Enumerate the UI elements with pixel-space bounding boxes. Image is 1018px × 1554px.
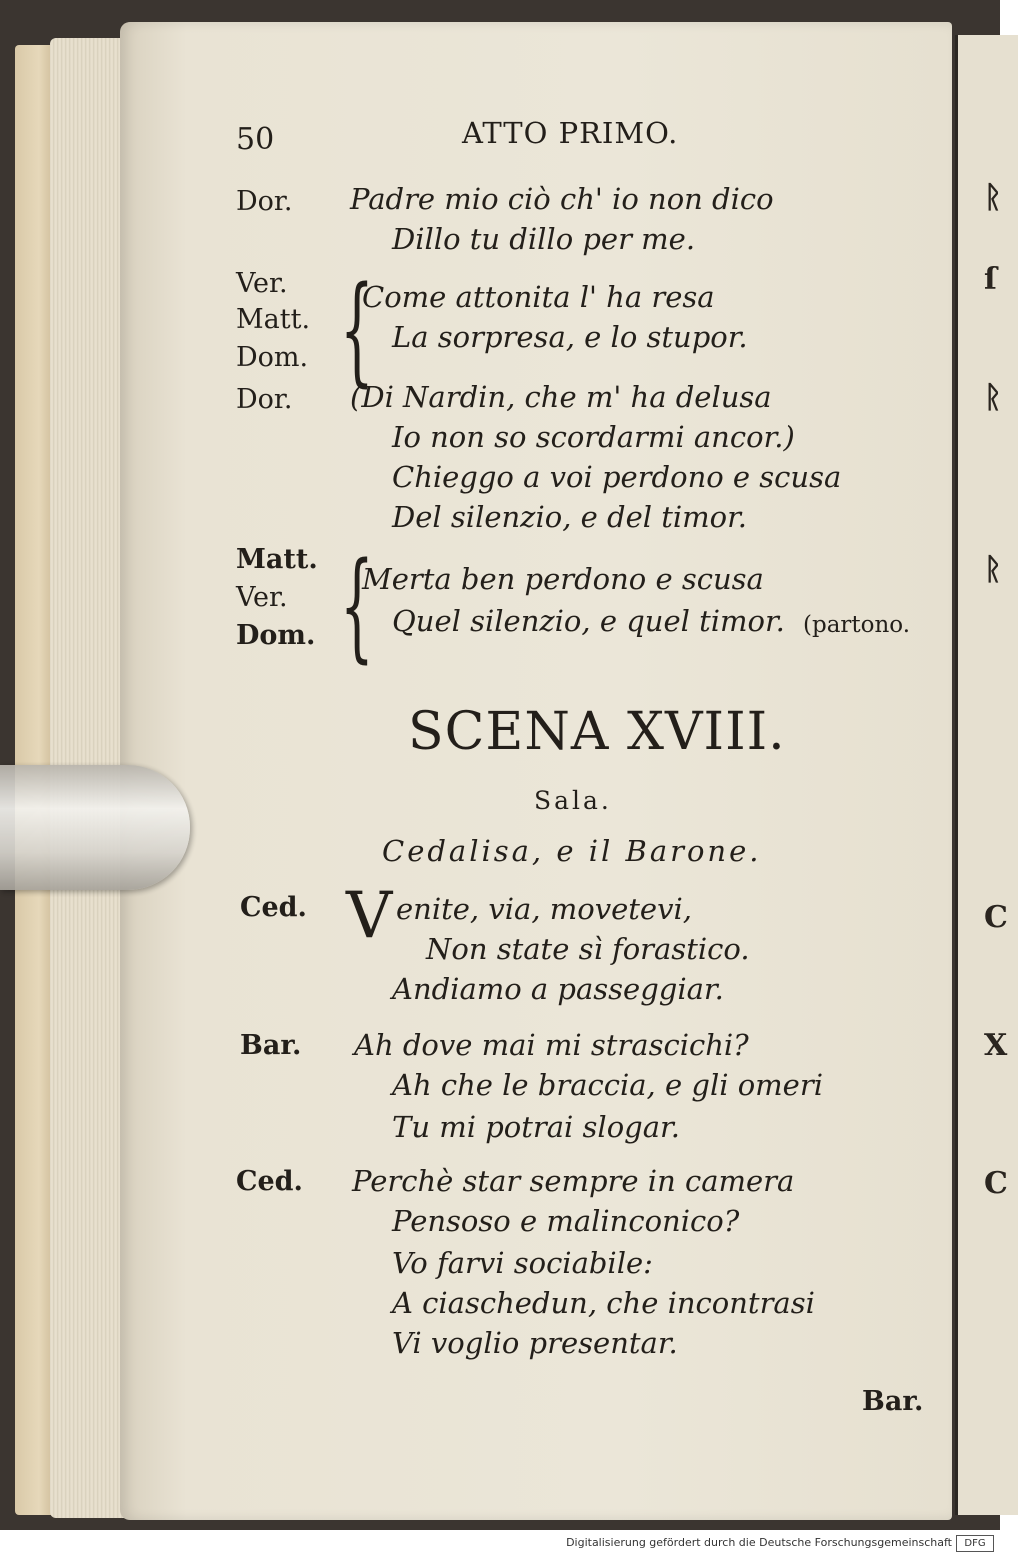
speaker-label: Ver. xyxy=(236,582,288,613)
verse-line: enite, via, movetevi, xyxy=(396,892,692,926)
verse-line: Come attonita l' ha resa xyxy=(362,280,715,314)
stage-direction: (partono. xyxy=(803,612,911,638)
verse-line: Tu mi potrai slogar. xyxy=(392,1110,680,1144)
verse-line: Ah dove mai mi strascichi? xyxy=(354,1028,749,1062)
verse-line: Padre mio ciò ch' io non dico xyxy=(350,182,774,216)
verse-line: Vi voglio presentar. xyxy=(392,1326,678,1360)
speaker-label: Dom. xyxy=(236,342,309,373)
verse-line: Vo farvi sociabile: xyxy=(392,1246,653,1280)
verse-line: La sorpresa, e lo stupor. xyxy=(392,320,748,354)
verse-line: Quel silenzio, e quel timor. xyxy=(392,604,785,638)
footer-credit: Digitalisierung gefördert durch die Deutsche Forschungsgemeinschaft xyxy=(566,1536,952,1549)
drop-capital: V xyxy=(346,879,393,953)
speaker-label: Ver. xyxy=(236,268,288,299)
verse-line: Chieggo a voi perdono e scusa xyxy=(392,460,842,494)
speaker-label: Dom. xyxy=(236,620,316,651)
speaker-label: Ced. xyxy=(236,1166,303,1197)
verse-line: Del silenzio, e del timor. xyxy=(392,500,748,534)
facing-page-glyph: C xyxy=(984,1166,1008,1201)
facing-page-glyph: ſ xyxy=(984,262,997,297)
running-title: ATTO PRIMO. xyxy=(462,116,679,150)
scene-characters: Cedalisa, e il Barone. xyxy=(382,834,762,868)
verse-line: Pensoso e malinconico? xyxy=(392,1204,740,1238)
speaker-label: Dor. xyxy=(236,186,293,217)
verse-line: Andiamo a passeggiar. xyxy=(392,972,724,1006)
verse-line: Non state sì forastico. xyxy=(426,932,750,966)
facing-page-glyph: ᚱ xyxy=(984,380,1002,415)
verse-line: Merta ben perdono e scusa xyxy=(362,562,764,596)
speaker-label: Dor. xyxy=(236,384,293,415)
page-number: 50 xyxy=(236,122,275,157)
grouping-brace: { xyxy=(340,536,374,674)
verse-line: Perchè star sempre in camera xyxy=(352,1164,795,1198)
facing-page-glyph: X xyxy=(984,1028,1008,1063)
speaker-label: Ced. xyxy=(240,892,307,923)
catchword: Bar. xyxy=(862,1386,924,1417)
verse-line: Dillo tu dillo per me. xyxy=(392,222,696,256)
facing-page-glyph: ᚱ xyxy=(984,552,1002,587)
dfg-logo: DFG xyxy=(956,1535,994,1552)
page-clip xyxy=(0,765,190,890)
facing-page-glyph: C xyxy=(984,900,1008,935)
verse-line: (Di Nardin, che m' ha delusa xyxy=(350,380,772,414)
speaker-label: Matt. xyxy=(236,544,318,575)
scene-setting: Sala. xyxy=(534,786,612,815)
verse-line: A ciaschedun, che incontrasi xyxy=(392,1286,815,1320)
facing-page-edge xyxy=(955,35,1018,1515)
speaker-label: Matt. xyxy=(236,304,311,335)
facing-page-glyph: ᚱ xyxy=(984,180,1002,215)
grouping-brace: { xyxy=(340,260,374,398)
speaker-label: Bar. xyxy=(240,1030,302,1061)
verse-line: Io non so scordarmi ancor.) xyxy=(392,420,795,454)
verse-line: Ah che le braccia, e gli omeri xyxy=(392,1068,823,1102)
scene-title: SCENA XVIII. xyxy=(408,702,786,762)
